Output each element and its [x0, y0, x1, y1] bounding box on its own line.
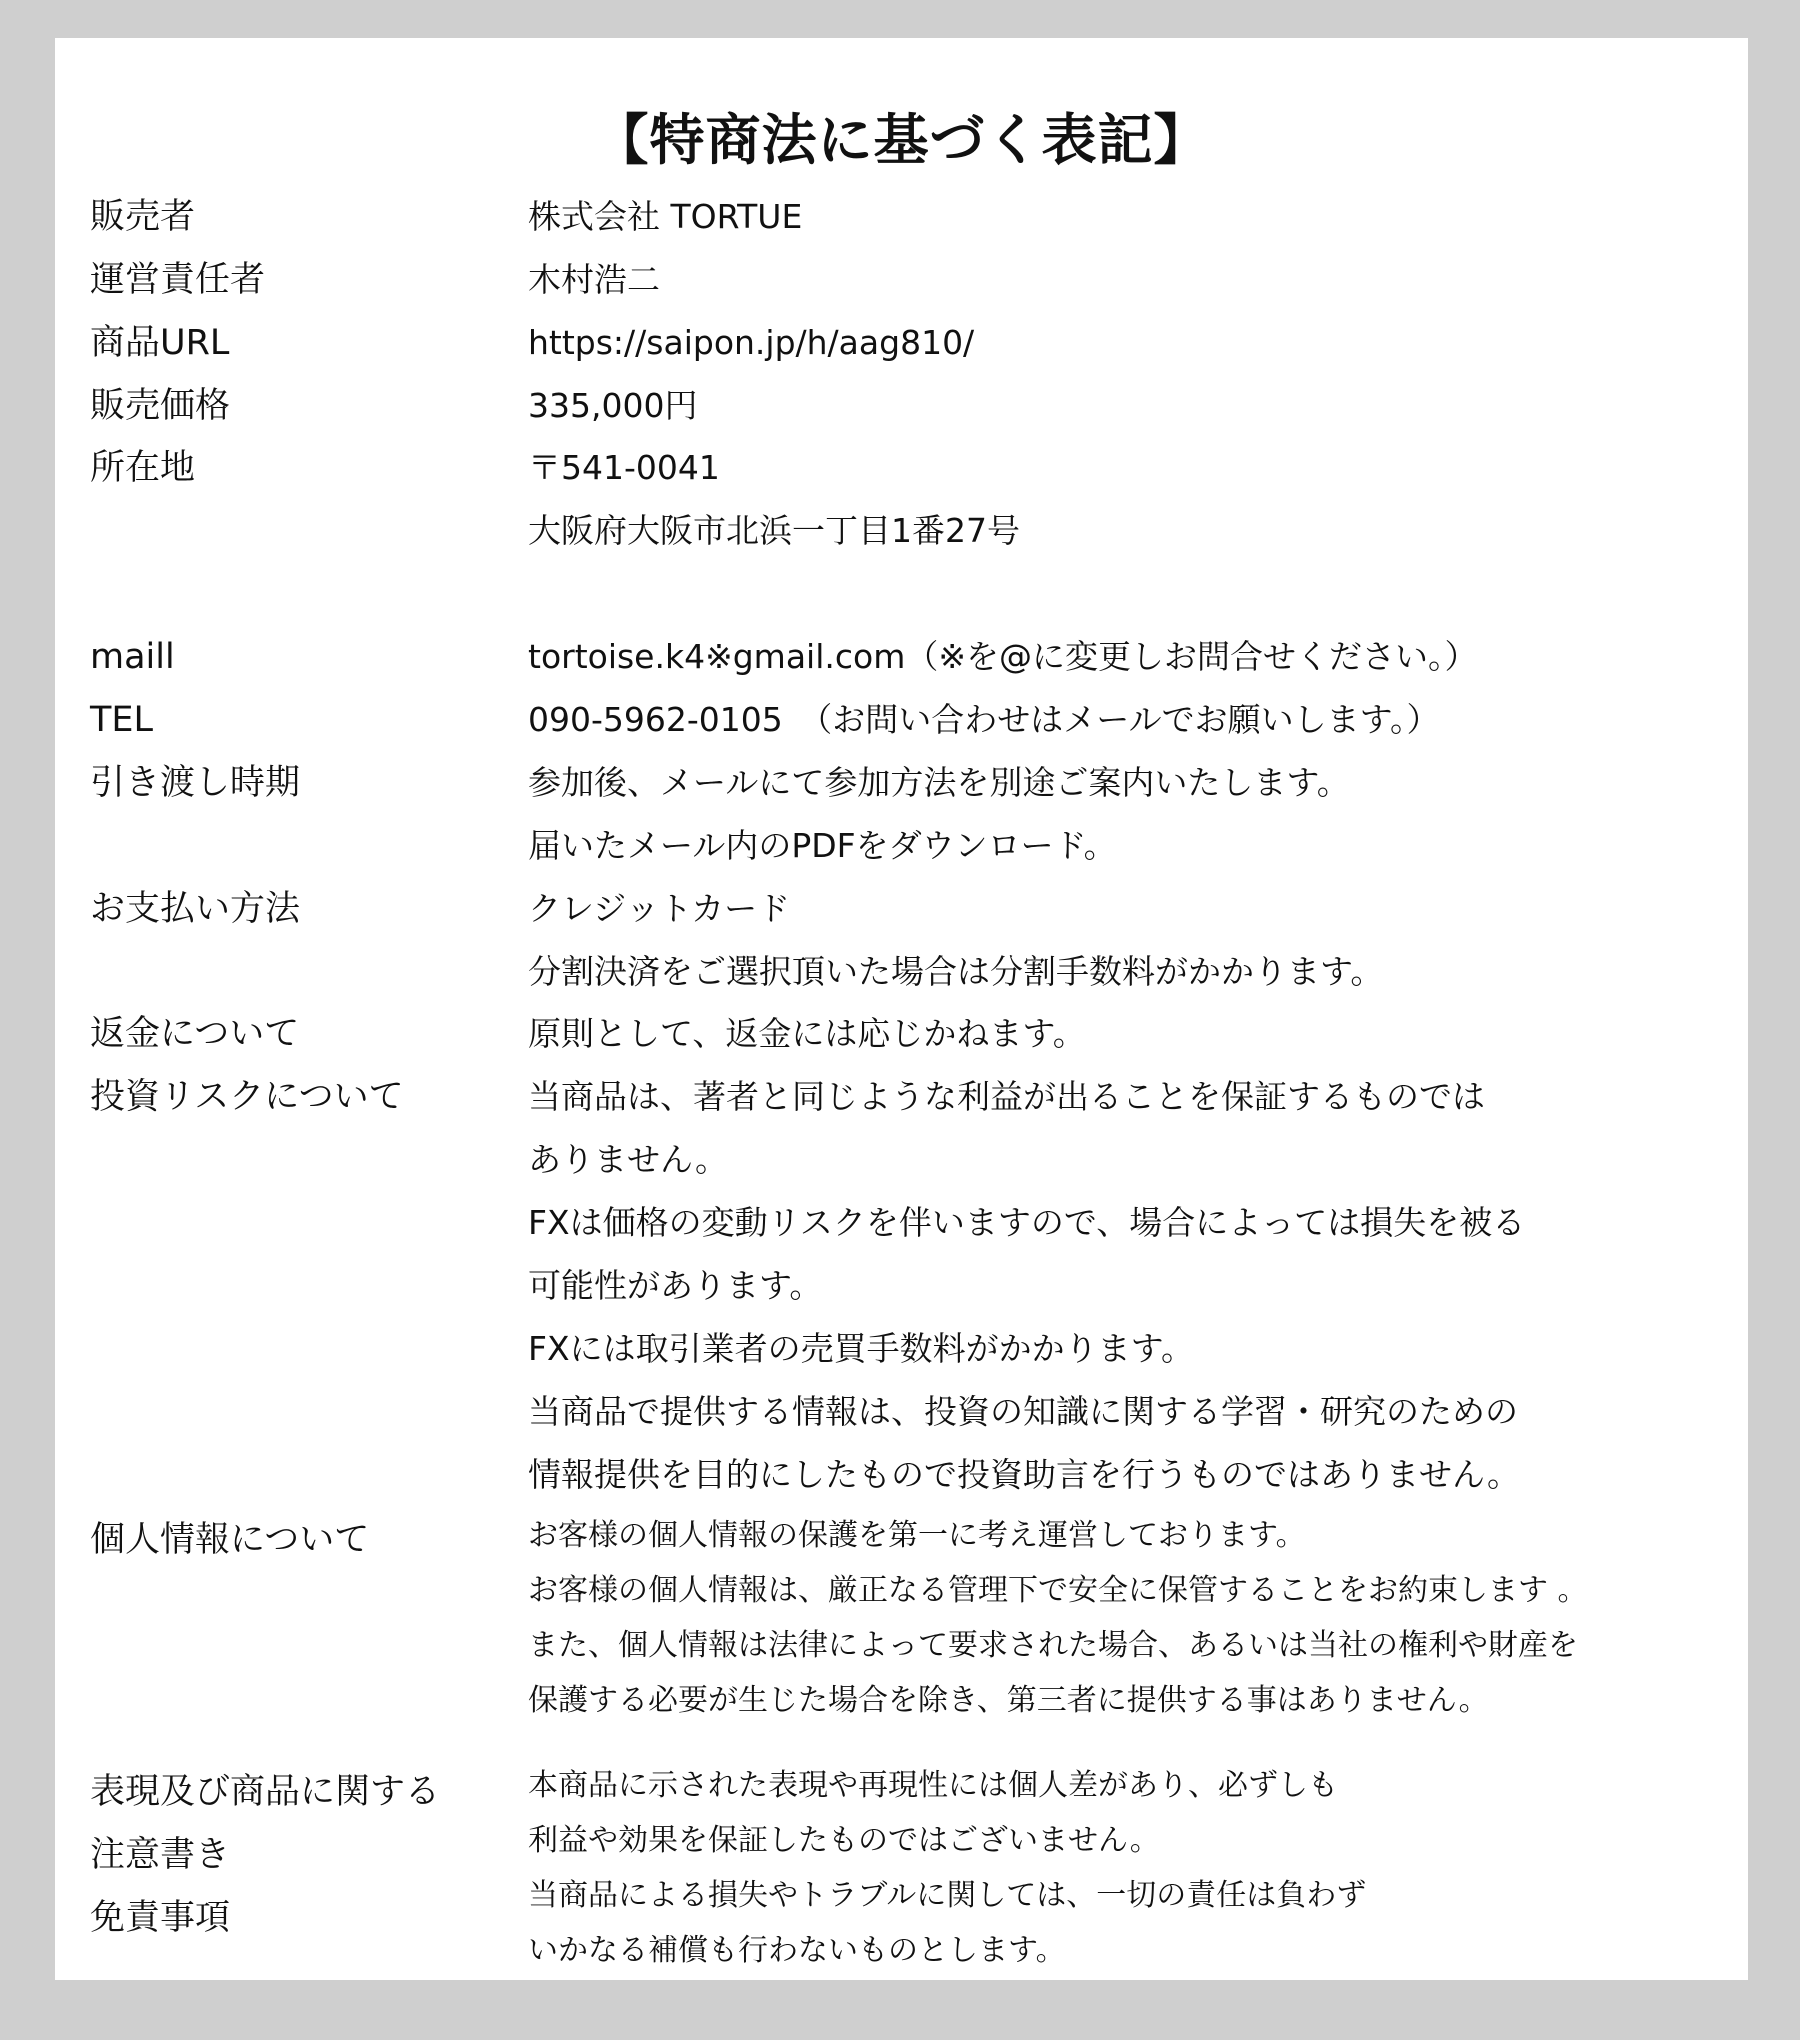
- value-privacy-line: お客様の個人情報の保護を第一に考え運営しております。: [528, 1518, 1306, 1553]
- value-risk-line: 可能性があります。: [528, 1266, 823, 1305]
- label-disclaimer: 免責事項: [90, 1898, 231, 1938]
- value-tel: 090-5962-0105 （お問い合わせはメールでお願いします。）: [528, 700, 1440, 739]
- label-payment: お支払い方法: [90, 889, 301, 929]
- value-risk-line: 当商品は、著者と同じような利益が出ることを保証するものでは: [528, 1077, 1485, 1116]
- label-investment-risk: 投資リスクについて: [90, 1077, 404, 1117]
- label-tel: TEL: [90, 700, 153, 740]
- value-privacy-line: 保護する必要が生じた場合を除き、第三者に提供する事はありません。: [528, 1683, 1489, 1718]
- value-risk-line: FXには取引業者の売買手数料がかかります。: [528, 1329, 1194, 1368]
- value-privacy-line: また、個人情報は法律によって要求された場合、あるいは当社の権利や財産を: [528, 1628, 1578, 1663]
- value-payment-line: クレジットカード: [528, 889, 791, 928]
- label-product-url: 商品URL: [90, 323, 230, 363]
- label-price: 販売価格: [90, 386, 231, 426]
- value-disclaimer-line: いかなる補償も行わないものとします。: [528, 1933, 1066, 1968]
- value-disclaimer-line: 当商品による損失やトラブルに関しては、一切の責任は負わず: [528, 1878, 1367, 1913]
- label-privacy: 個人情報について: [90, 1520, 370, 1560]
- value-privacy-line: お客様の個人情報は、厳正なる管理下で安全に保管することをお約束します 。: [528, 1573, 1588, 1608]
- product-url-link[interactable]: https://saipon.jp/h/aag810/: [528, 323, 975, 362]
- value-disclaimer-line: 利益や効果を保証したものではございません。: [528, 1823, 1160, 1858]
- value-postal-code: 〒541-0041: [528, 448, 720, 487]
- value-delivery-line: 参加後、メールにて参加方法を別途ご案内いたします。: [528, 763, 1350, 802]
- value-risk-line: 当商品で提供する情報は、投資の知識に関する学習・研究のための: [528, 1392, 1518, 1431]
- value-risk-line: 情報提供を目的にしたもので投資助言を行うものではありません。: [528, 1455, 1520, 1494]
- value-address: 大阪府大阪市北浜一丁目1番27号: [528, 511, 1020, 550]
- value-risk-line: ありません。: [528, 1140, 728, 1179]
- page-title: 【特商法に基づく表記】: [593, 108, 1210, 172]
- label-seller: 販売者: [90, 197, 196, 237]
- value-delivery-line: 届いたメール内のPDFをダウンロード。: [528, 826, 1117, 865]
- label-disclaimer: 注意書き: [90, 1835, 231, 1875]
- value-manager: 木村浩二: [528, 260, 660, 299]
- value-risk-line: FXは価格の変動リスクを伴いますので、場合によっては損失を被る: [528, 1203, 1526, 1242]
- value-mail: tortoise.k4※gmail.com（※を@に変更しお問合せください。）: [528, 637, 1478, 676]
- disclosure-sheet: [55, 38, 1748, 1980]
- value-seller: 株式会社 TORTUE: [528, 197, 803, 236]
- label-address: 所在地: [90, 448, 196, 488]
- label-manager: 運営責任者: [90, 260, 266, 300]
- value-refund: 原則として、返金には応じかねます。: [528, 1014, 1086, 1053]
- label-disclaimer: 表現及び商品に関する: [90, 1772, 441, 1812]
- label-delivery: 引き渡し時期: [90, 763, 301, 803]
- value-disclaimer-line: 本商品に示された表現や再現性には個人差があり、必ずしも: [528, 1768, 1338, 1803]
- value-price: 335,000円: [528, 386, 698, 425]
- label-mail: maill: [90, 637, 175, 677]
- label-refund: 返金について: [90, 1014, 300, 1054]
- value-payment-line: 分割決済をご選択頂いた場合は分割手数料がかかります。: [528, 952, 1384, 991]
